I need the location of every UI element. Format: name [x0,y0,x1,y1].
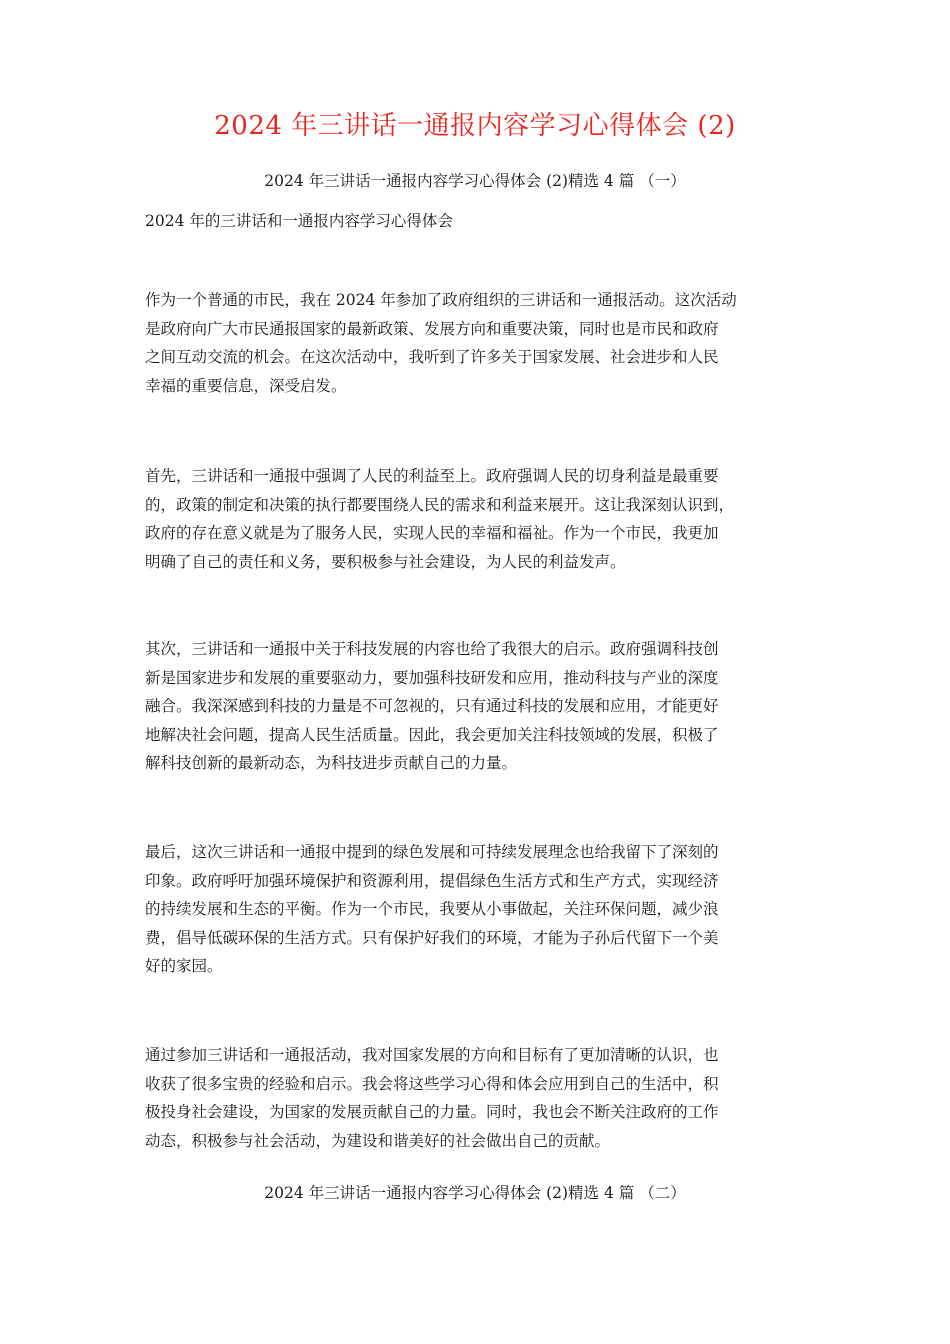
paragraph-5 [145,1041,805,1155]
paragraph-line: 政府的存在意义就是为了服务人民，实现人民的幸福和福祉。作为一个市民，我更加 [145,524,719,542]
paragraph-1 [145,286,805,400]
paragraph-line: 之间互动交流的机会。在这次活动中，我听到了许多关于国家发展、社会进步和人民 [145,348,719,366]
paragraph-line: 的持续发展和生态的平衡。作为一个市民，我要从小事做起，关注环保问题，减少浪 [145,900,719,918]
paragraph-3 [145,635,805,778]
paragraph-line: 的，政策的制定和决策的执行都要围绕人民的需求和利益来展开。这让我深刻认识到， [145,495,735,514]
paragraph-line: 新是国家进步和发展的重要驱动力，要加强科技研发和应用，推动科技与产业的深度 [145,668,719,687]
paragraph-line: 地解决社会问题，提高人民生活质量。因此，我会更加关注科技领域的发展，积极了 [145,725,719,744]
paragraph-line: 通过参加三讲话和一通报活动，我对国家发展的方向和目标有了更加清晰的认识，也 [145,1046,719,1064]
paragraph-line: 作为一个普通的市民，我在 2024 年参加了政府组织的三讲话和一通报活动。这次活动 [145,291,737,309]
article-title: 2024 年的三讲话和一通报内容学习心得体会 [145,212,453,230]
paragraph-line: 费，倡导低碳环保的生活方式。只有保护好我们的环境，才能为子孙后代留下一个美 [145,928,719,947]
paragraph-line: 好的家园。 [145,957,223,975]
paragraph-line: 动态，积极参与社会活动，为建设和谐美好的社会做出自己的贡献。 [145,1131,611,1150]
paragraph-line: 是政府向广大市民通报国家的最新政策、发展方向和重要决策，同时也是市民和政府 [145,319,719,338]
paragraph-line: 明确了自己的责任和义务，要积极参与社会建设，为人民的利益发声。 [145,552,626,571]
paragraph-line: 解科技创新的最新动态，为科技进步贡献自己的力量。 [145,754,518,772]
paragraph-4 [145,838,805,981]
section-heading-2: 2024 年三讲话一通报内容学习心得体会 (2)精选 4 篇 （二） [264,1184,686,1202]
paragraph-line: 幸福的重要信息，深受启发。 [145,376,347,395]
paragraph-line: 极投身社会建设，为国家的发展贡献自己的力量。同时，我也会不断关注政府的工作 [145,1103,719,1121]
paragraph-2 [145,462,805,576]
paragraph-line: 其次，三讲话和一通报中关于科技发展的内容也给了我很大的启示。政府强调科技创 [145,640,719,658]
paragraph-line: 首先，三讲话和一通报中强调了人民的利益至上。政府强调人民的切身利益是最重要 [145,467,719,485]
paragraph-line: 融合。我深深感到科技的力量是不可忽视的，只有通过科技的发展和应用，才能更好 [145,697,719,715]
paragraph-line: 印象。政府呼吁加强环境保护和资源利用，提倡绿色生活方式和生产方式，实现经济 [145,871,719,890]
paragraph-line: 收获了很多宝贵的经验和启示。我会将这些学习心得和体会应用到自己的生活中，积 [145,1074,719,1093]
section-heading-1: 2024 年三讲话一通报内容学习心得体会 (2)精选 4 篇 （一） [264,172,686,190]
document-title: 2024 年三讲话一通报内容学习心得体会 (2) [214,111,736,141]
paragraph-line: 最后，这次三讲话和一通报中提到的绿色发展和可持续发展理念也给我留下了深刻的 [145,843,719,861]
